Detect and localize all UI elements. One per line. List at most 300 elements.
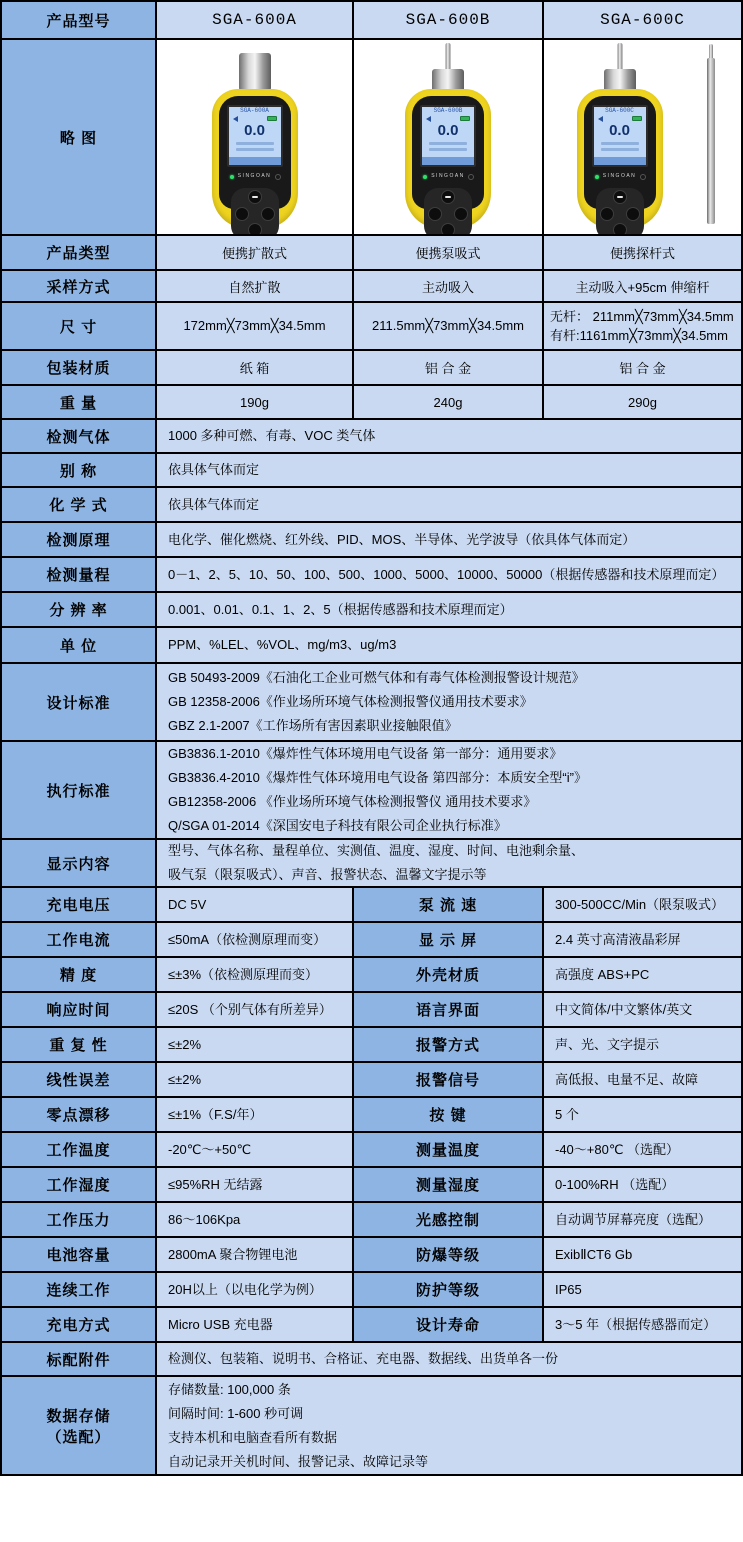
spec-row-data-storage [2,1377,741,1474]
label-text: 防护等级 [415,1282,480,1299]
spec-value [354,271,544,301]
spec-value [544,351,741,384]
spec-label [2,1308,157,1341]
speaker-icon [598,116,603,122]
product-model-label [2,2,157,38]
spec-value [157,1098,354,1131]
spec-row-dual [2,1168,741,1203]
label-text: 显 示 屏 [418,932,478,949]
label-text: 泵 流 速 [418,897,478,914]
value-text: 铝 合 金 [424,361,472,376]
spec-label [354,1273,544,1306]
value-text: 中文简体/中文繁体/英文 [555,1001,693,1017]
label-text: 按 键 [429,1107,467,1124]
label-text: 重 复 性 [49,1037,108,1054]
speaker-icon [233,116,238,122]
spec-value [354,351,544,384]
screen-model-text: SGA-600C [605,107,634,114]
spec-label [2,1377,157,1474]
spec-value [157,454,741,486]
spec-value [157,1273,354,1306]
value-text: ExibⅡCT6 Gb [555,1246,633,1262]
spec-row-dual [2,888,741,923]
label-text: 电池容量 [46,1247,111,1264]
label-text: 显示内容 [46,855,111,873]
enter-button [613,223,627,234]
battery-icon [460,116,470,121]
model-c-text: SGA-600C [600,11,685,29]
spec-row-gases [2,420,741,454]
label-text: 充电电压 [46,897,111,914]
enter-button [248,223,262,234]
label-text: 产品型号 [46,12,111,30]
value-text: 有杆:1161mm╳73mm╳34.5mm [550,328,728,343]
device-body [405,89,491,229]
label-text: 工作温度 [46,1142,111,1159]
label-text: （选配） [46,1428,111,1446]
model-a-cell [157,2,354,38]
value-text: 172mm╳73mm╳34.5mm [183,318,326,333]
value-text: 声、光、文字提示 [555,1036,660,1052]
value-text: -40～+80℃ （选配） [555,1141,680,1157]
spec-value [544,1168,741,1201]
spec-row-dual [2,1238,741,1273]
value-text: IP65 [555,1281,582,1297]
spec-row-display-content [2,840,741,888]
value-text: 存储数量: 100,000 条 [168,1381,291,1397]
gas-reading: 0.0 [437,122,459,139]
brand-logo: SINGOAN [431,173,465,179]
value-text: Micro USB 充电器 [168,1316,273,1332]
value-text: 300-500CC/Min（限泵吸式） [555,896,725,912]
spec-value [157,351,354,384]
value-text: 240g [433,394,463,410]
spec-value [157,386,354,418]
lcd-screen [420,105,476,167]
spec-row-dual [2,1273,741,1308]
spec-row-dual [2,1308,741,1343]
value-text: 便携探杆式 [609,246,675,261]
detector-c [572,43,668,229]
gas-reading: 0.0 [609,122,630,139]
label-text: 线性误差 [46,1072,111,1089]
label-text: 数据存储 [46,1407,111,1425]
spec-value [157,558,741,591]
value-text: 依具体气体而定 [168,496,260,512]
label-text: 检测原理 [46,532,111,549]
spec-row-formula [2,488,741,523]
lcd-screen [227,105,283,167]
spec-value [157,1377,741,1474]
sketch-row [2,40,741,236]
value-text: 主动吸入 [421,279,474,295]
spec-row-product-type [2,236,741,271]
spec-row-dual [2,958,741,993]
enter-button [441,223,455,234]
label-text: 语言界面 [415,1002,480,1019]
value-text: 0.001、0.01、0.1、1、2、5（根据传感器和技术原理而定） [168,601,513,617]
spec-value [544,1273,741,1306]
screen-info-bar [236,142,274,145]
screen-status-icons [594,115,646,122]
screen-info-bar [236,148,274,151]
spec-value [157,488,741,521]
label-text: 产品类型 [46,245,111,262]
spec-label [354,1203,544,1236]
inlet-probe [446,43,451,71]
value-text: 铝 合 金 [619,361,666,376]
label-text: 分 辨 率 [49,602,108,619]
device-photo-c [544,40,741,234]
screen-status-icons [422,115,474,122]
value-text: 纸 箱 [239,361,270,376]
spec-label [354,1098,544,1131]
spec-label [354,1028,544,1061]
spec-label [2,523,157,556]
power-button [640,174,646,180]
left-button [235,207,249,221]
spec-row-accessories [2,1343,741,1377]
label-text: 单 位 [59,637,98,655]
label-text: 光感控制 [415,1212,480,1229]
power-button [275,174,281,180]
label-text: 工作压力 [46,1212,111,1229]
value-text: ≤±2% [168,1071,202,1087]
spec-value [157,1203,354,1236]
value-text: 3～5 年（根据传感器而定） [555,1316,717,1332]
spec-value [157,1343,741,1375]
value-text: ≤±3%（依检测原理而变） [168,966,319,982]
header-row [2,2,741,40]
value-text: 5 个 [555,1106,579,1122]
value-text: GBZ 2.1-2007《工作场所有害因素职业接触限值》 [168,718,458,733]
label-text: 标配附件 [46,1351,111,1369]
spec-value [544,271,741,301]
label-text: 报警信号 [415,1072,480,1089]
detector-a [207,43,303,229]
screen-status-icons [229,115,281,122]
spec-label [354,958,544,991]
spec-row-units [2,628,741,664]
value-text: PPM、%LEL、%VOL、mg/m3、ug/m3 [168,637,397,652]
label-text: 检测气体 [46,428,111,446]
spec-row-alias [2,454,741,488]
spec-label [2,993,157,1026]
label-text: 采样方式 [46,278,111,296]
spec-value [544,303,741,349]
spec-label [2,454,157,486]
spec-label [2,840,157,886]
spec-label [354,923,544,956]
label-text: 报警方式 [415,1037,480,1054]
spec-label [2,923,157,956]
value-text: ≤20S （个别气体有所差异） [168,1001,332,1017]
label-text: 工作电流 [46,932,111,949]
screen-date-bar [594,157,646,165]
value-text: DC 5V [168,896,207,912]
spec-row-dual [2,1028,741,1063]
spec-row-dual [2,1063,741,1098]
screen-model-text: SGA-600A [240,107,269,114]
spec-label [2,1028,157,1061]
label-text: 充电方式 [46,1317,111,1334]
value-text: ≤±1%（F.S/年） [168,1106,263,1122]
spec-label [2,1168,157,1201]
spec-label [354,1063,544,1096]
spec-value [544,1238,741,1271]
label-text: 尺 寸 [59,318,98,336]
value-text: 便携扩散式 [221,246,287,261]
spec-value [544,958,741,991]
spec-value [157,1238,354,1271]
label-text: 零点漂移 [46,1107,111,1124]
menu-button [613,190,627,204]
value-text: 电化学、催化燃烧、红外线、PID、MOS、半导体、光学波导（依具体气体而定） [168,531,636,547]
spec-row-principle [2,523,741,558]
spec-label [2,1133,157,1166]
screen-info-bar [429,148,467,151]
value-text: 吸气泵（限泵吸式）、声音、报警状态、温馨文字提示等 [168,867,487,882]
label-text: 设计标准 [46,694,111,712]
button-pad [424,188,472,234]
spec-row-sampling [2,271,741,303]
right-button [261,207,275,221]
spec-label [2,958,157,991]
value-text: 便携泵吸式 [415,246,481,261]
screen-info-bar [601,142,639,145]
value-text: 无杆： 211mm╳73mm╳34.5mm [550,309,734,324]
value-text: ≤±2% [168,1036,202,1052]
spec-label [2,271,157,301]
spec-value [354,386,544,418]
spec-value [544,923,741,956]
spec-value [544,1133,741,1166]
spec-value [544,1098,741,1131]
label-text: 外壳材质 [415,967,480,984]
spec-label [2,558,157,591]
value-text: 主动吸入+95cm 伸缩杆 [575,279,710,295]
screen-info-bar [429,142,467,145]
value-text: 自动调节屏幕亮度（选配） [555,1211,712,1227]
spec-value [157,958,354,991]
menu-button [441,190,455,204]
button-pad [596,188,644,234]
spec-value [157,888,354,921]
value-text: GB3836.1-2010《爆炸性气体环境用电气设备 第一部分：通用要求》 [168,746,563,761]
battery-icon [632,116,642,121]
value-text: 211.5mm╳73mm╳34.5mm [372,318,524,333]
spec-row-dual [2,1203,741,1238]
spec-value [157,271,354,301]
spec-value [157,840,741,886]
screen-info-bar [601,148,639,151]
value-text: 检测仪、包装箱、说明书、合格证、充电器、数据线、出货单各一份 [168,1351,559,1366]
spec-value [157,1168,354,1201]
value-text: GB 50493-2009《石油化工企业可燃气体和有毒气体检测报警设计规范》 [168,670,585,685]
spec-value [544,1308,741,1341]
spec-value [157,303,354,349]
value-text: 0-100%RH （选配） [555,1176,675,1192]
spec-label [354,1238,544,1271]
model-a-text: SGA-600A [212,11,297,29]
battery-icon [267,116,277,121]
rod-tip [709,44,713,58]
value-text: GB 12358-2006《作业场所环境气体检测报警仪通用技术要求》 [168,694,533,709]
value-text: GB12358-2006 《作业场所环境气体检测报警仪 通用技术要求》 [168,794,537,809]
value-text: ≤50mA（依检测原理而变） [168,931,327,947]
model-c-cell [544,2,741,38]
value-text: 依具体气体而定 [168,462,260,477]
spec-label [2,628,157,662]
spec-label [2,1273,157,1306]
device-photo-b [354,40,544,234]
label-text: 精 度 [59,967,98,984]
label-text: 包装材质 [46,360,111,377]
right-button [626,207,640,221]
device-front-panel [412,96,484,209]
spec-label [2,1203,157,1236]
spec-row-exec-standards [2,742,741,840]
label-text: 测量温度 [415,1142,480,1159]
spec-value [544,1063,741,1096]
spec-label [2,1238,157,1271]
spec-value [157,1063,354,1096]
spec-label [354,888,544,921]
spec-value [157,1028,354,1061]
speaker-icon [426,116,431,122]
device-photo-a [157,40,354,234]
model-b-cell [354,2,544,38]
value-text: 支持本机和电脑查看所有数据 [168,1429,338,1445]
gas-reading: 0.0 [244,122,265,139]
spec-label [2,420,157,452]
value-text: 间隔时间: 1-600 秒可调 [168,1405,304,1421]
spec-value [157,523,741,556]
spec-value [157,628,741,662]
value-text: 自动记录开关机时间、报警记录、故障记录等 [168,1453,429,1469]
spec-label [2,1343,157,1375]
spec-label [2,488,157,521]
screen-date-bar [229,157,281,165]
spec-label [354,1133,544,1166]
value-text: 2.4 英寸高清液晶彩屏 [555,931,681,947]
button-pad [231,188,279,234]
sensor-cap [239,53,271,91]
spec-row-dimensions [2,303,741,351]
sketch-label [2,40,157,234]
spec-row-packaging [2,351,741,386]
spec-label [2,236,157,269]
value-text: 20H以上（以电化学为例） [168,1281,322,1297]
spec-label [2,888,157,921]
label-text: 略 图 [59,129,98,147]
spec-label [2,386,157,418]
value-text: 86～106Kpa [168,1211,241,1227]
value-text: 2800mA 聚合物锂电池 [168,1246,298,1262]
spec-label [2,742,157,838]
spec-value [354,236,544,269]
value-text: 高低报、电量不足、故障 [555,1071,699,1087]
spec-label [354,993,544,1026]
spec-row-dual [2,923,741,958]
spec-value [544,386,741,418]
device-front-panel [219,96,291,209]
spec-row-range [2,558,741,593]
device-body [212,89,298,229]
inlet-probe [617,43,622,71]
spec-value [544,888,741,921]
rod-shaft [707,58,715,224]
menu-button [248,190,262,204]
value-text: 高强度 ABS+PC [555,966,650,982]
spec-value [157,993,354,1026]
spec-value [157,420,741,452]
spec-label [2,1063,157,1096]
label-text: 设计寿命 [415,1317,480,1334]
value-text: GB3836.4-2010《爆炸性气体环境用电气设备 第四部分：本质安全型“i”》 [168,770,587,785]
device-front-panel [584,96,656,209]
left-button [428,207,442,221]
spec-value [544,1028,741,1061]
spec-value [157,664,741,740]
label-text: 连续工作 [46,1282,111,1299]
spec-label [2,664,157,740]
value-text: 190g [240,394,269,410]
brand-logo: SINGOAN [237,173,272,179]
spec-label [2,303,157,349]
label-text: 化 学 式 [49,497,108,514]
spec-value [157,593,741,626]
screen-model-text: SGA-600B [433,107,463,114]
label-text: 别 称 [59,462,98,480]
spec-row-dual [2,993,741,1028]
screen-date-bar [422,157,474,165]
spec-label [2,1098,157,1131]
value-text: 0－1、2、5、10、50、100、500、1000、5000、10000、50000（根据传感器和技术原理而定） [168,566,725,582]
spec-row-design-standards [2,664,741,742]
label-text: 响应时间 [46,1002,111,1019]
spec-row-weight [2,386,741,420]
spec-value [544,236,741,269]
telescopic-rod [707,44,715,224]
spec-value [157,923,354,956]
value-text: 290g [628,394,657,410]
spec-row-dual [2,1098,741,1133]
value-text: Q/SGA 01-2014《深国安电子科技有限公司企业执行标准》 [168,818,507,833]
spec-value [544,993,741,1026]
spec-label [354,1308,544,1341]
detector-b [400,43,496,229]
spec-row-dual [2,1133,741,1168]
spec-value [157,742,741,838]
brand-logo: SINGOAN [602,173,637,179]
spec-row-resolution [2,593,741,628]
label-text: 防爆等级 [415,1247,480,1264]
spec-label [2,593,157,626]
spec-value [544,1203,741,1236]
lcd-screen [592,105,648,167]
label-text: 执行标准 [46,782,111,800]
right-button [454,207,468,221]
label-text: 检测量程 [46,567,111,584]
value-text: ≤95%RH 无结露 [168,1176,263,1192]
value-text: 型号、气体名称、量程单位、实测值、温度、湿度、时间、电池剩余量、 [168,843,585,858]
spec-label [354,1168,544,1201]
model-b-text: SGA-600B [405,11,491,29]
spec-value [354,303,544,349]
device-body [577,89,663,229]
value-text: -20℃～+50℃ [168,1141,252,1157]
